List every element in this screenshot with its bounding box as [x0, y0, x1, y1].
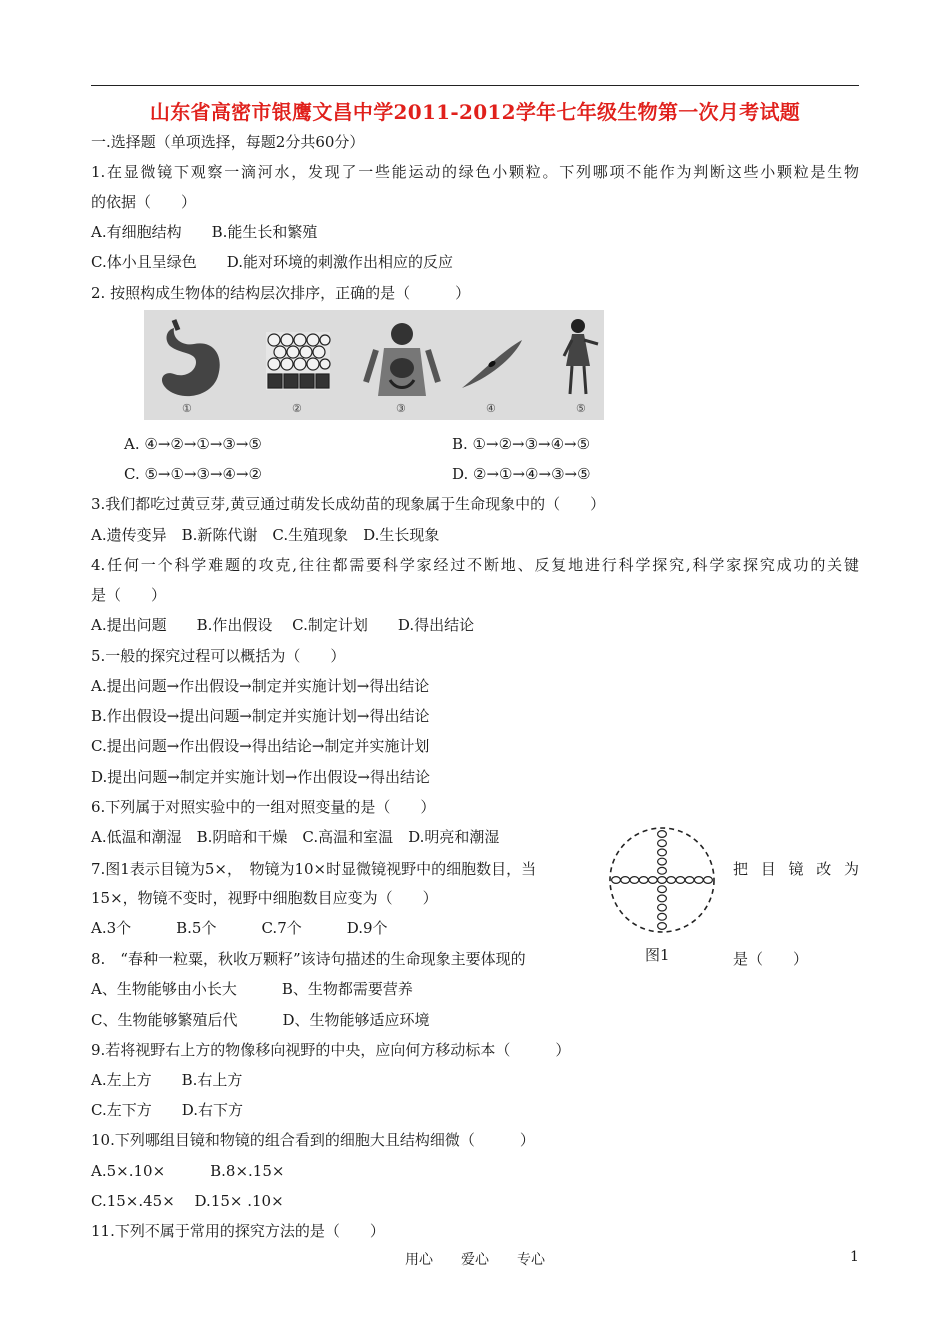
question-2-option-a: A. ④→②→①→③→⑤: [124, 435, 262, 453]
cell-mark: [658, 849, 667, 856]
question-1-options-ab: A.有细胞结构 B.能生长和繁殖: [91, 223, 318, 241]
question-7-line-2: 15×，物镜不变时，视野中细胞数目应变为（ ）: [91, 889, 438, 907]
cell-mark: [658, 904, 667, 911]
question-1-options-cd: C.体小且呈绿色 D.能对环境的刺激作出相应的反应: [91, 253, 453, 271]
question-11-text: 11.下列不属于常用的探究方法的是（ ）: [91, 1222, 385, 1240]
question-1-line-1: 1.在显微镜下观察一滴河水，发现了一些能运动的绿色小颗粒。下列哪项不能作为判断这些小颗粒是生物: [91, 163, 859, 181]
cell-mark: [658, 895, 667, 902]
image-label-2: ②: [292, 402, 302, 415]
cell-mark: [639, 877, 648, 884]
cell-mark: [658, 923, 667, 930]
question-8-options-ab: A、生物能够由小长大 B、生物都需要营养: [91, 980, 413, 998]
cell-mark: [658, 840, 667, 847]
question-8-text-right: 是（ ）: [733, 950, 809, 968]
question-5-option-d: D.提出问题→制定并实施计划→作出假设→得出结论: [91, 768, 430, 786]
structure-levels-image: [144, 310, 604, 420]
question-9-text: 9.若将视野右上方的物像移向视野的中央，应向何方移动标本（ ）: [91, 1041, 571, 1059]
page-title: 山东省高密市银鹰文昌中学2011-2012学年七年级生物第一次月考试题: [149, 100, 801, 124]
question-10-text: 10.下列哪组目镜和物镜的组合看到的细胞大且结构细微（ ）: [91, 1131, 535, 1149]
section-heading: 一.选择题（单项选择，每题2分共60分）: [91, 133, 365, 151]
question-1-line-2: 的依据（ ）: [91, 193, 197, 211]
cell-mark: [667, 877, 676, 884]
question-5-option-b: B.作出假设→提出问题→制定并实施计划→得出结论: [91, 707, 430, 725]
question-6-options: A.低温和潮湿 B.阴暗和干燥 C.高温和室温 D.明亮和潮湿: [91, 828, 500, 846]
image-label-3: ③: [396, 402, 406, 415]
cell-mark: [676, 877, 685, 884]
image-label-5: ⑤: [576, 402, 586, 415]
question-8-text: 8. “春种一粒粟，秋收万颗籽”该诗句描述的生命现象主要体现的: [91, 950, 526, 968]
cell-mark: [648, 877, 657, 884]
question-7-options: A.3个 B.5个 C.7个 D.9个: [91, 919, 388, 937]
cell-mark: [658, 877, 667, 884]
question-2-option-c: C. ⑤→①→③→④→②: [124, 465, 262, 483]
question-6-text: 6.下列属于对照实验中的一组对照变量的是（ ）: [91, 798, 436, 816]
question-10-options-cd: C.15×.45× D.15× .10×: [91, 1192, 284, 1210]
cell-mark: [630, 877, 639, 884]
question-4-line-2: 是（ ）: [91, 586, 167, 604]
question-5-text: 5.一般的探究过程可以概括为（ ）: [91, 647, 346, 665]
cell-mark: [658, 913, 667, 920]
question-2-option-d: D. ②→①→④→③→⑤: [452, 465, 591, 483]
question-7-line-1-right: 把目镜改为: [733, 860, 859, 878]
tissue-icon: [266, 332, 330, 390]
figure-1-caption: 图1: [645, 946, 670, 964]
cell-mark: [694, 877, 703, 884]
image-label-1: ①: [182, 402, 192, 415]
question-4-line-1: 4.任何一个科学难题的攻克,往往都需要科学家经过不断地、反复地进行科学探究,科学家探究成功的关键: [91, 556, 859, 574]
cell-mark: [685, 877, 694, 884]
cell-mark: [658, 886, 667, 893]
image-label-4: ④: [486, 402, 496, 415]
cell-mark: [658, 867, 667, 874]
question-5-option-a: A.提出问题→作出假设→制定并实施计划→得出结论: [91, 677, 430, 695]
question-5-option-c: C.提出问题→作出假设→得出结论→制定并实施计划: [91, 737, 430, 755]
page-number: 1: [850, 1249, 859, 1265]
question-3-options: A.遗传变异 B.新陈代谢 C.生殖现象 D.生长现象: [91, 526, 440, 544]
question-9-options-ab: A.左上方 B.右上方: [91, 1071, 243, 1089]
cell-mark: [658, 831, 667, 838]
page-footer: 用心 爱心 专心: [405, 1252, 545, 1268]
question-7-line-1: 7.图1表示目镜为5×， 物镜为10×时显微镜视野中的细胞数目，当: [91, 860, 537, 878]
cell-mark: [621, 877, 630, 884]
cell-mark: [704, 877, 713, 884]
question-2-option-b: B. ①→②→③→④→⑤: [452, 435, 591, 453]
cell-mark: [658, 858, 667, 865]
question-4-options: A.提出问题 B.作出假设 C.制定计划 D.得出结论: [91, 616, 475, 634]
question-9-options-cd: C.左下方 D.右下方: [91, 1101, 243, 1119]
header-rule: [91, 85, 859, 86]
question-2-text: 2. 按照构成生物体的结构层次排序，正确的是（ ）: [91, 284, 471, 302]
question-10-options-ab: A.5×.10× B.8×.15×: [91, 1162, 285, 1180]
cell-mark: [612, 877, 621, 884]
question-3-text: 3.我们都吃过黄豆芽,黄豆通过萌发长成幼苗的现象属于生命现象中的（ ）: [91, 495, 606, 513]
microscope-field-figure: [608, 826, 716, 934]
question-8-options-cd: C、生物能够繁殖后代 D、生物能够适应环境: [91, 1011, 430, 1029]
